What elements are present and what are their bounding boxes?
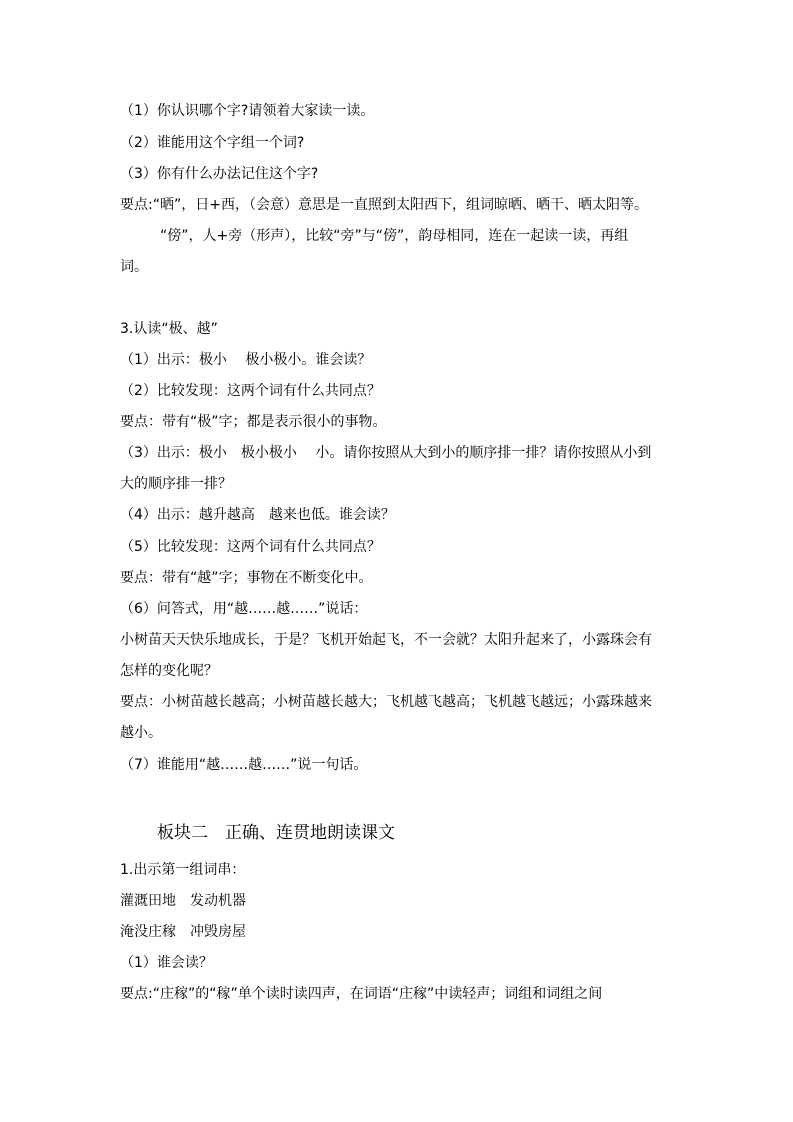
word-group-question-1: （1）谁会读？ <box>120 955 213 971</box>
yue-item-5: （5）比较发现：这两个词有什么共同点？ <box>120 539 381 555</box>
question-1: （1）你认识哪个字?请领着大家读一读。 <box>120 103 375 119</box>
key-point-bang-cont: 词。 <box>120 259 148 275</box>
yue-item-6-prompt-cont: 怎样的变化呢？ <box>120 663 218 679</box>
ji-item-2: （2）比较发现：这两个词有什么共同点？ <box>120 383 381 399</box>
word-group-title: 1.出示第一组词串： <box>120 862 246 878</box>
yue-item-6-key-point: 要点：小树苗越长越高；小树苗越长越大；飞机越飞越高；飞机越飞越远；小露珠越来 <box>120 694 652 710</box>
question-3: （3）你有什么办法记住这个字? <box>120 166 319 182</box>
ji-key-point: 要点：带有“极”字；都是表示很小的事物。 <box>120 414 387 430</box>
yue-item-6: （6）问答式，用“越……越……”说话： <box>120 601 368 617</box>
yue-item-4: （4）出示：越升越高 越来也低。谁会读？ <box>120 507 395 523</box>
section-heading-block-2: 板块二 正确、连贯地朗读课文 <box>157 823 395 843</box>
question-2: （2）谁能用这个字组一个词? <box>120 135 305 151</box>
word-group-row-2: 淹没庄稼 冲毁房屋 <box>120 924 246 940</box>
ji-item-3-cont: 大的顺序排一排？ <box>120 476 232 492</box>
key-point-shai: 要点:“晒”，日+西，（会意）意思是一直照到太阳西下，组词晾晒、晒干、晒太阳等。 <box>120 197 648 213</box>
word-group-key-point: 要点:“庄稼”的“稼”单个读时读四声，在词语“庄稼”中读轻声；词组和词组之间 <box>120 986 603 1002</box>
yue-item-7: （7）谁能用“越……越……”说一句话。 <box>120 757 368 773</box>
section-3-title: 3.认读“极、越” <box>120 321 218 337</box>
ji-item-3: （3）出示：极小 极小极小 小。请你按照从大到小的顺序排一排？请你按照从小到 <box>120 445 652 461</box>
key-point-bang: “傍”，人+旁（形声），比较“旁”与“傍”，韵母相同，连在一起读一读，再组 <box>160 228 629 244</box>
yue-item-6-prompt: 小树苗天天快乐地成长，于是？飞机开始起飞，不一会就？太阳升起来了，小露珠会有 <box>120 632 652 648</box>
yue-item-6-key-point-cont: 越小。 <box>120 725 162 741</box>
word-group-row-1: 灌溉田地 发动机器 <box>120 893 246 909</box>
ji-item-1: （1）出示：极小 极小极小。谁会读？ <box>120 352 372 368</box>
yue-key-point: 要点：带有“越”字；事物在不断变化中。 <box>120 570 373 586</box>
